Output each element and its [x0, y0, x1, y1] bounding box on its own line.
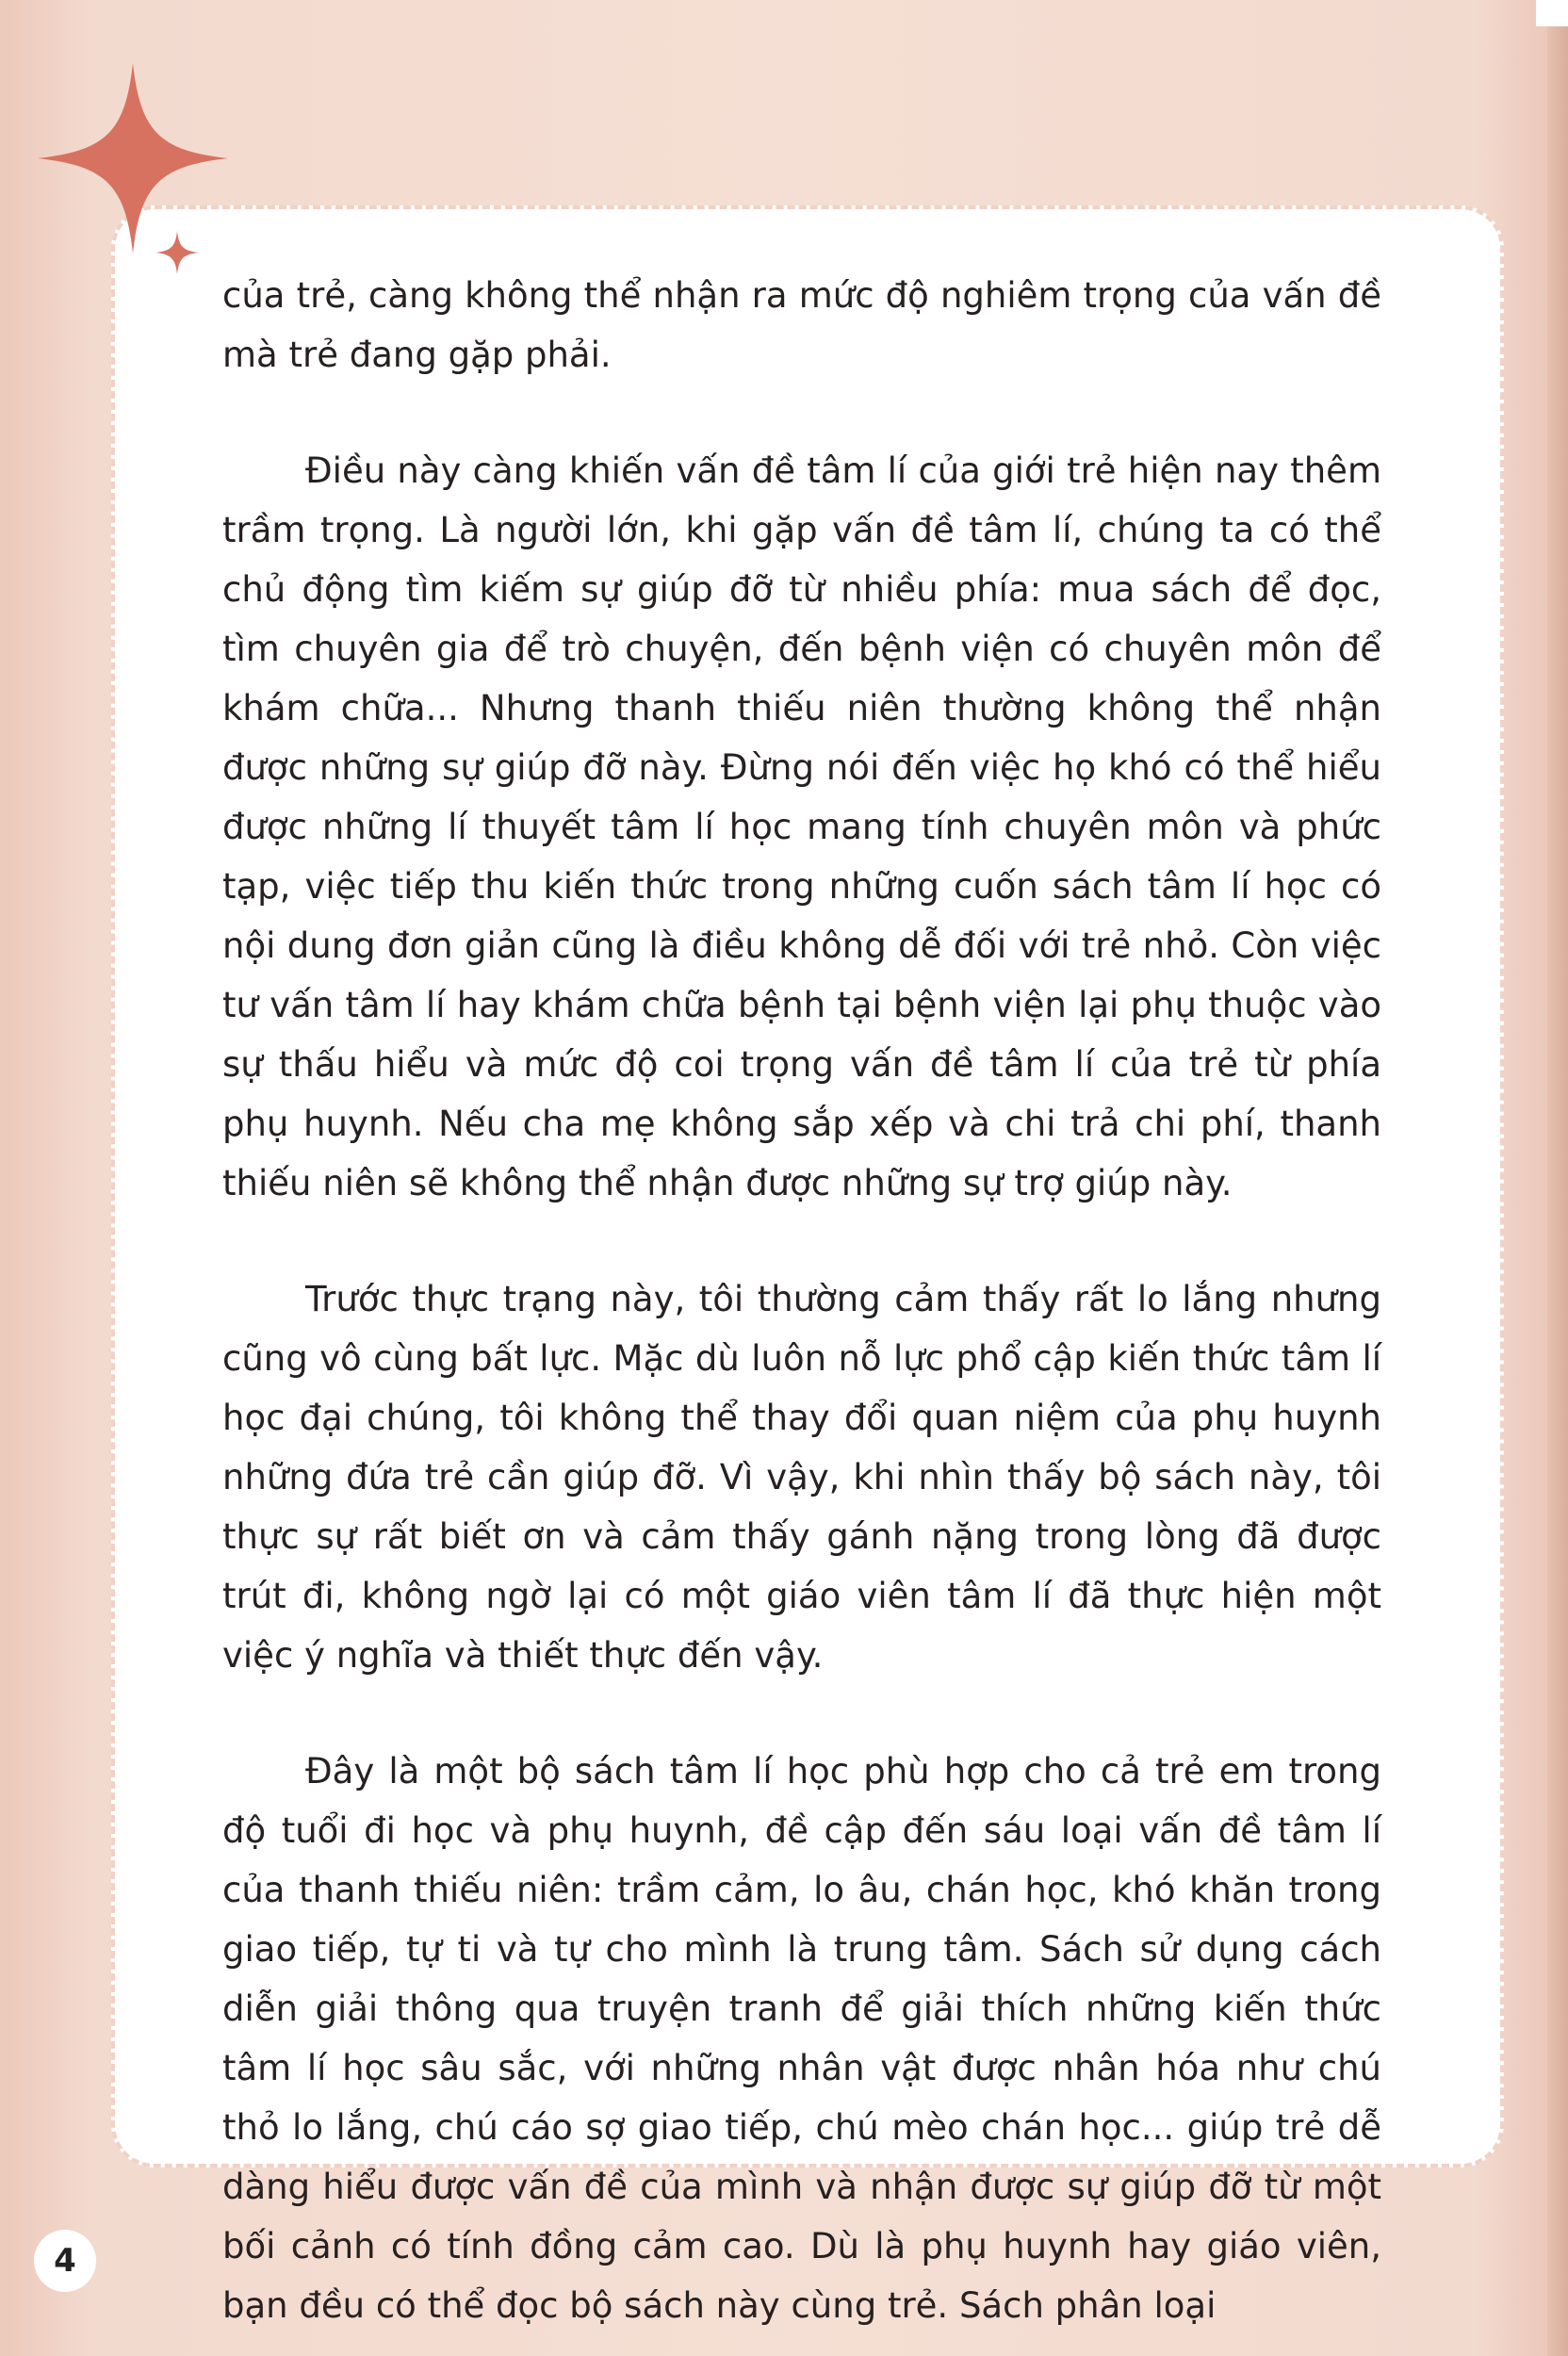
paragraph: Trước thực trạng này, tôi thường cảm thấy rất lo lắng nhưng cũng vô cùng bất lực. Mặc dù luôn nỗ lực phổ cập kiến thức tâm lí học đại chúng, tôi không thể thay đổi quan niệm của phụ huynh những đứa trẻ cần giúp đỡ. Vì vậy, khi nhìn thấy bộ sách này, tôi thực sự rất biết ơn và cảm thấy gánh nặng trong lòng đã được trút đi, không ngờ lại có một giáo viên tâm lí đã thực hiện một việc ý nghĩa và thiết thực đến vậy. — [222, 1279, 1381, 1676]
small-star-shape — [155, 231, 199, 274]
four-point-star-icon — [38, 58, 228, 258]
large-star-shape — [38, 63, 228, 254]
body-text — [222, 266, 1381, 2335]
page-number: 4 — [34, 2230, 96, 2292]
paragraph: Đây là một bộ sách tâm lí học phù hợp cho cả trẻ em trong độ tuổi đi học và phụ huynh, đề cập đến sáu loại vấn đề tâm lí của thanh thiếu niên: trầm cảm, lo âu, chán học, khó khăn trong giao tiếp, tự ti và tự cho mình là trung tâm. Sách sử dụng cách diễn giải thông qua truyện tranh để giải thích những kiến thức tâm lí học sâu sắc, với những nhân vật được nhân hóa như chú thỏ lo lắng, chú cáo sợ giao tiếp, chú mèo chán học... giúp trẻ dễ dàng hiểu được vấn đề của mình và nhận được sự giúp đỡ từ một bối cảnh có tính đồng cảm cao. Dù là phụ huynh hay giáo viên, bạn đều có thể đọc bộ sách này cùng trẻ. Sách phân loại — [222, 1751, 1381, 2326]
page-corner — [1536, 0, 1568, 26]
four-point-star-icon — [155, 231, 199, 274]
paragraph-continuation: của trẻ, càng không thể nhận ra mức độ nghiêm trọng của vấn đề mà trẻ đang gặp phải. — [222, 275, 1381, 375]
page-spine-edge — [1547, 0, 1568, 2356]
paragraph: Điều này càng khiến vấn đề tâm lí của giới trẻ hiện nay thêm trầm trọng. Là người lớn, khi gặp vấn đề tâm lí, chúng ta có thể chủ động tìm kiếm sự giúp đỡ từ nhiều phía: mua sách để đọc, tìm chuyên gia để trò chuyện, đến bệnh viện có chuyên môn để khám chữa... Nhưng thanh thiếu niên thường không thể nhận được những sự giúp đỡ này. Đừng nói đến việc họ khó có thể hiểu được những lí thuyết tâm lí học mang tính chuyên môn và phức tạp, việc tiếp thu kiến thức trong những cuốn sách tâm lí học có nội dung đơn giản cũng là điều không dễ đối với trẻ nhỏ. Còn việc tư vấn tâm lí hay khám chữa bệnh tại bệnh viện lại phụ thuộc vào sự thấu hiểu và mức độ coi trọng vấn đề tâm lí của trẻ từ phía phụ huynh. Nếu cha mẹ không sắp xếp và chi trả chi phí, thanh thiếu niên sẽ không thể nhận được những sự trợ giúp này. — [222, 450, 1381, 1203]
